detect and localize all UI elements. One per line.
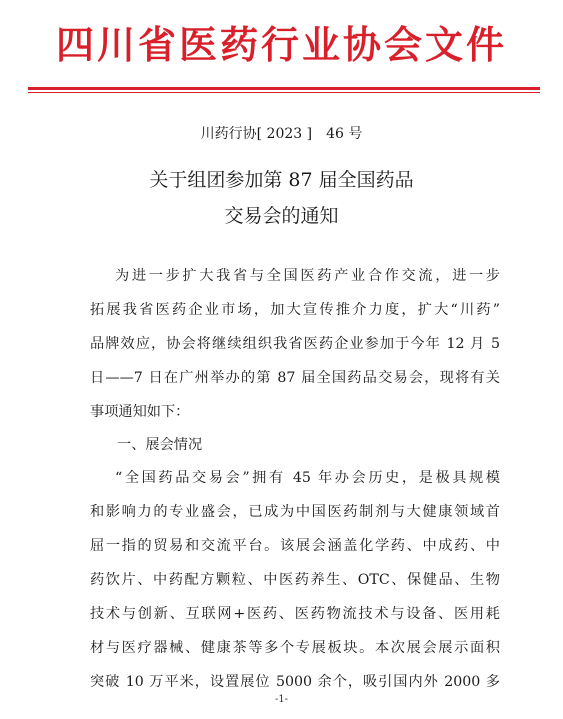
section-1-heading: 一、展会情况 bbox=[117, 437, 203, 453]
document-number: 川药行协[ 2023 ] 46 号 bbox=[200, 126, 363, 142]
paragraph-2-line-4: 药饮片、中药配方颗粒、中医药养生、OTC、保健品、生物 bbox=[90, 572, 500, 588]
paragraph-2-line-5: 技术与创新、互联网+医药、医药物流技术与设备、医用耗 bbox=[90, 606, 500, 622]
document-title-line-1: 关于组团参加第 87 届全国药品 bbox=[149, 169, 414, 191]
paragraph-1-line-3: 品牌效应，协会将继续组织我省医药企业参加于今年 12 月 5 bbox=[90, 336, 500, 352]
paragraph-1-line-4: 日——7 日在广州举办的第 87 届全国药品交易会，现将有关 bbox=[90, 370, 500, 386]
paragraph-1-line-5: 事项通知如下： bbox=[90, 404, 190, 420]
header-rule-thin bbox=[28, 92, 540, 93]
paragraph-2-line-3: 屈一指的贸易和交流平台。该展会涵盖化学药、中成药、中 bbox=[90, 538, 500, 554]
document-title-line-2: 交易会的通知 bbox=[224, 205, 339, 227]
paragraph-2-line-1: “全国药品交易会”拥有 45 年办会历史，是极具规模 bbox=[115, 470, 500, 486]
paragraph-1-line-1: 为进一步扩大我省与全国医药产业合作交流，进一步 bbox=[115, 268, 500, 284]
page-number: -1- bbox=[274, 694, 289, 705]
paragraph-2-line-6: 材与医疗器械、健康茶等多个专展板块。本次展会展示面积 bbox=[90, 640, 500, 656]
paragraph-2-line-2: 和影响力的专业盛会，已成为中国医药制剂与大健康领域首 bbox=[90, 504, 500, 520]
paragraph-2-line-7: 突破 10 万平米，设置展位 5000 余个，吸引国内外 2000 多 bbox=[90, 674, 500, 690]
org-header-title: 四川省医药行业协会文件 bbox=[55, 22, 507, 67]
paragraph-1-line-2: 拓展我省医药企业市场，加大宣传推介力度，扩大“川药” bbox=[90, 302, 500, 318]
header-rule-thick bbox=[28, 87, 540, 90]
